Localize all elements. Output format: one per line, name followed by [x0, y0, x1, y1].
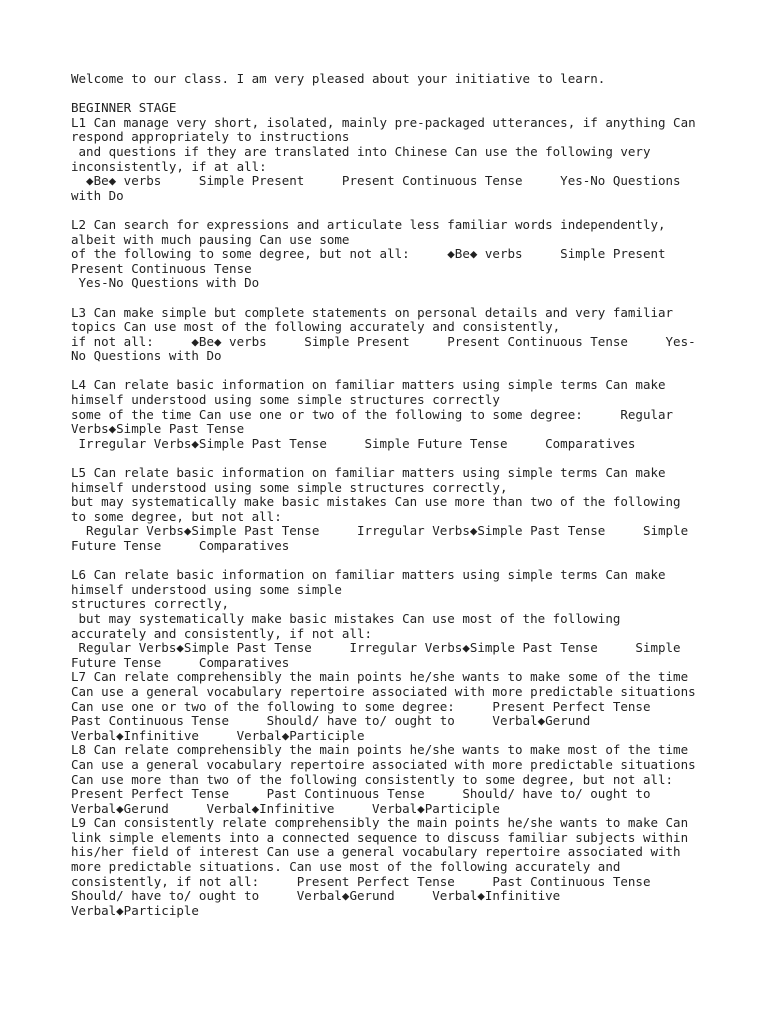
blank-line	[71, 451, 711, 466]
text-line: Irregular Verbs◆Simple Past Tense Simple Future Tense Comparatives	[71, 435, 636, 451]
text-line: Verbal◆Infinitive Verbal◆Participle	[71, 727, 365, 743]
blank-line	[71, 291, 711, 306]
text-line: Present Continuous Tense	[71, 260, 252, 276]
text-line: L5 Can relate basic information on familiar matters using simple terms Can make	[71, 465, 666, 481]
document-page	[71, 72, 711, 918]
text-line: No Questions with Do	[71, 348, 222, 364]
text-line: L1 Can manage very short, isolated, mainly pre-packaged utterances, if anything Can	[71, 114, 696, 130]
text-line: Verbal◆Gerund Verbal◆Infinitive Verbal◆Participle	[71, 800, 500, 816]
text-line: some of the time Can use one or two of the following to some degree: Regular	[71, 406, 674, 422]
text-line: if not all: ◆Be◆ verbs Simple Present Present Continuous Tense Yes-	[71, 333, 696, 349]
text-line: Can use one or two of the following to some degree: Present Perfect Tense	[71, 698, 651, 714]
text-line: Yes-No Questions with Do	[71, 275, 260, 291]
text-line: Can use more than two of the following consistently to some degree, but not all:	[71, 771, 674, 787]
text-line: with Do	[71, 187, 124, 203]
text-line: but may systematically make basic mistakes Can use more than two of the following	[71, 494, 681, 510]
text-line: himself understood using some simple structures correctly	[71, 392, 500, 408]
text-line: accurately and consistently, if not all:	[71, 625, 373, 641]
text-line: L7 Can relate comprehensibly the main points he/she wants to make some of the time	[71, 669, 689, 685]
blank-line	[71, 87, 711, 102]
text-line: Verbal◆Participle	[71, 902, 199, 918]
text-line: of the following to some degree, but not all: ◆Be◆ verbs Simple Present	[71, 246, 666, 262]
text-line: but may systematically make basic mistakes Can use most of the following	[71, 610, 621, 626]
text-line: respond appropriately to instructions	[71, 129, 350, 145]
text-line: Past Continuous Tense Should/ have to/ ought to Verbal◆Gerund	[71, 713, 591, 729]
text-line: structures correctly,	[71, 596, 230, 612]
text-line: BEGINNER STAGE	[71, 100, 177, 116]
text-line: consistently, if not all: Present Perfect Tense Past Continuous Tense	[71, 873, 651, 889]
text-line: Verbs◆Simple Past Tense	[71, 421, 245, 437]
text-line: Regular Verbs◆Simple Past Tense Irregular Verbs◆Simple Past Tense Simple	[71, 523, 689, 539]
blank-line	[71, 203, 711, 218]
text-line: Should/ have to/ ought to Verbal◆Gerund Verbal◆Infinitive	[71, 888, 561, 904]
text-line: Can use a general vocabulary repertoire associated with more predictable situations	[71, 683, 696, 699]
text-line: Present Perfect Tense Past Continuous Tense Should/ have to/ ought to	[71, 786, 651, 802]
blank-line	[71, 364, 711, 379]
text-line: topics Can use most of the following accurately and consistently,	[71, 319, 561, 335]
text-line: albeit with much pausing Can use some	[71, 231, 350, 247]
text-line: himself understood using some simple structures correctly,	[71, 479, 508, 495]
text-line: Welcome to our class. I am very pleased about your initiative to learn.	[71, 71, 606, 86]
text-line: Future Tense Comparatives	[71, 538, 290, 553]
text-line: more predictable situations. Can use most of the following accurately and	[71, 859, 621, 875]
text-line: Future Tense Comparatives	[71, 654, 290, 670]
text-line: L6 Can relate basic information on familiar matters using simple terms Can make	[71, 567, 666, 583]
text-line: L8 Can relate comprehensibly the main points he/she wants to make most of the time	[71, 742, 689, 758]
text-line: L4 Can relate basic information on familiar matters using simple terms Can make	[71, 377, 666, 393]
text-line: his/her field of interest Can use a general vocabulary repertoire associated with	[71, 844, 681, 860]
text-line: Can use a general vocabulary repertoire associated with more predictable situations	[71, 756, 696, 772]
text-line: Regular Verbs◆Simple Past Tense Irregular Verbs◆Simple Past Tense Simple	[71, 640, 681, 656]
blank-line	[71, 554, 711, 569]
text-line: to some degree, but not all:	[71, 508, 282, 524]
text-line: inconsistently, if at all:	[71, 158, 267, 174]
text-line: L3 Can make simple but complete statements on personal details and very familiar	[71, 304, 674, 320]
text-line: ◆Be◆ verbs Simple Present Present Continuous Tense Yes-No Questions	[71, 173, 681, 189]
text-line: L2 Can search for expressions and articulate less familiar words independently,	[71, 216, 666, 232]
text-line: and questions if they are translated into Chinese Can use the following very	[71, 143, 651, 159]
text-line: link simple elements into a connected sequence to discuss familiar subjects within	[71, 829, 689, 845]
text-line: himself understood using some simple	[71, 581, 342, 597]
text-line: L9 Can consistently relate comprehensibly the main points he/she wants to make Can	[71, 815, 689, 831]
